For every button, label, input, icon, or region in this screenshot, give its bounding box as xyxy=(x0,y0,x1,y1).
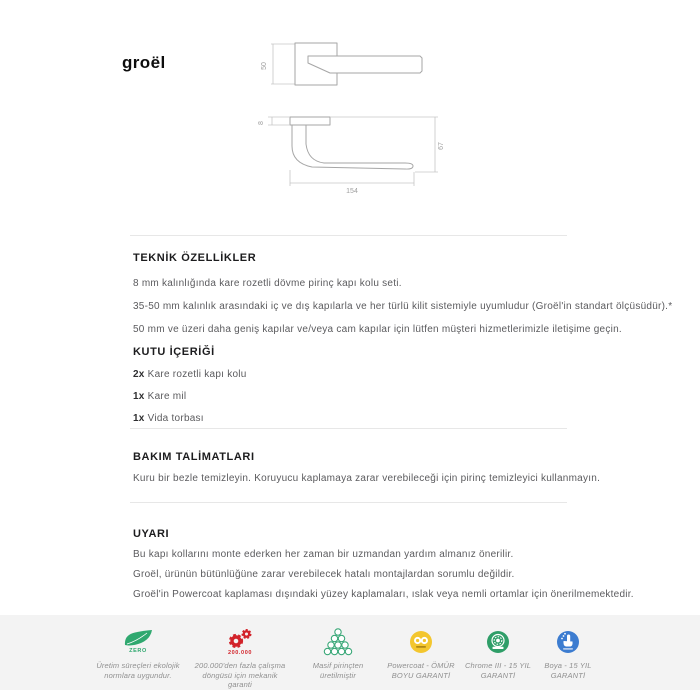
rosette-side-view xyxy=(290,117,330,125)
kutu-item-qty: 1x xyxy=(133,413,145,424)
kutu-item xyxy=(133,391,186,402)
certification-footer xyxy=(0,615,700,690)
badge-label: Boya - 15 YIL GARANTİ xyxy=(544,661,592,680)
kutu-item-qty: 2x xyxy=(133,369,145,380)
divider xyxy=(130,502,567,503)
kutu-item-text: Kare rozetli kapı kolu xyxy=(147,369,247,380)
infinity-badge-icon xyxy=(409,630,433,654)
badge-label: Chrome III - 15 YIL GARANTİ xyxy=(464,661,532,680)
teknik-paragraph: 35-50 mm kalınlık arasındaki iç ve dış kapılarla ve her türlü kilit sistemiyle uyumludur (Groël'in standart ölçüsüdür).* xyxy=(133,301,673,312)
kutu-item-text: Vida torbası xyxy=(147,413,204,424)
divider xyxy=(130,428,567,429)
badge-label: Powercoat - ÖMÜR BOYU GARANTİ xyxy=(387,661,455,680)
leaf-caption: ZERO xyxy=(129,647,147,654)
badge-paint xyxy=(516,625,620,680)
badge-label: 200.000'den fazla çalışma döngüsü için mekanik garanti xyxy=(194,661,286,689)
gears-caption: 200.000 xyxy=(227,649,253,656)
badge-mechanical xyxy=(188,625,292,690)
kutu-item xyxy=(133,369,247,380)
teknik-paragraph: 50 mm ve üzeri daha geniş kapılar ve/veya cam kapılar için lütfen müşteri hizmetlerimizle iletişime geçin. xyxy=(133,324,622,335)
divider xyxy=(130,235,567,236)
dimension-8 xyxy=(258,117,290,125)
teknik-paragraph: 8 mm kalınlığında kare rozetli dövme pirinç kapı kolu seti. xyxy=(133,278,402,289)
section-heading-teknik: TEKNİK ÖZELLİKLER xyxy=(133,252,257,264)
brass-pyramid-icon xyxy=(319,628,357,656)
brand-logo: groël xyxy=(122,53,166,72)
badge-eco xyxy=(86,625,190,680)
kutu-item-text: Kare mil xyxy=(147,391,187,402)
leaf-icon xyxy=(123,630,153,647)
section-heading-bakim: BAKIM TALİMATLARI xyxy=(133,451,255,463)
dimension-50 xyxy=(261,44,295,84)
badge-label: Masif pirinçten üretilmiştir xyxy=(312,661,364,680)
gears-icon xyxy=(226,628,254,649)
paint-badge-icon xyxy=(556,630,580,654)
handle-top-view xyxy=(308,56,422,73)
svg-text:8: 8 xyxy=(258,121,265,125)
uyari-paragraph: Groël'in Powercoat kaplaması dışındaki yüzey kaplamaları, ıslak veya nemli ortamlar için önerilmemektedir. xyxy=(133,589,634,600)
handle-side-view xyxy=(292,125,413,169)
kutu-item-qty: 1x xyxy=(133,391,145,402)
svg-text:67: 67 xyxy=(438,142,445,150)
chrome-badge-icon xyxy=(486,630,510,654)
svg-text:50: 50 xyxy=(261,62,268,70)
technical-drawing xyxy=(248,30,460,200)
bakim-paragraph: Kuru bir bezle temizleyin. Koruyucu kaplamaya zarar verebileceği için pirinç temizleyici kullanmayın. xyxy=(133,473,601,484)
uyari-paragraph: Groël, ürünün bütünlüğüne zarar verebilecek hatalı montajlardan sorumlu değildir. xyxy=(133,569,515,580)
uyari-paragraph: Bu kapı kollarını monte ederken her zaman bir uzmandan yardım almanız önerilir. xyxy=(133,549,514,560)
dimension-154 xyxy=(290,170,414,195)
svg-text:154: 154 xyxy=(346,188,358,195)
section-heading-kutu: KUTU İÇERİĞİ xyxy=(133,346,215,358)
kutu-item xyxy=(133,413,204,424)
badge-label: Üretim süreçleri ekolojik normlara uygundur. xyxy=(96,661,180,680)
section-heading-uyari: UYARI xyxy=(133,528,170,540)
